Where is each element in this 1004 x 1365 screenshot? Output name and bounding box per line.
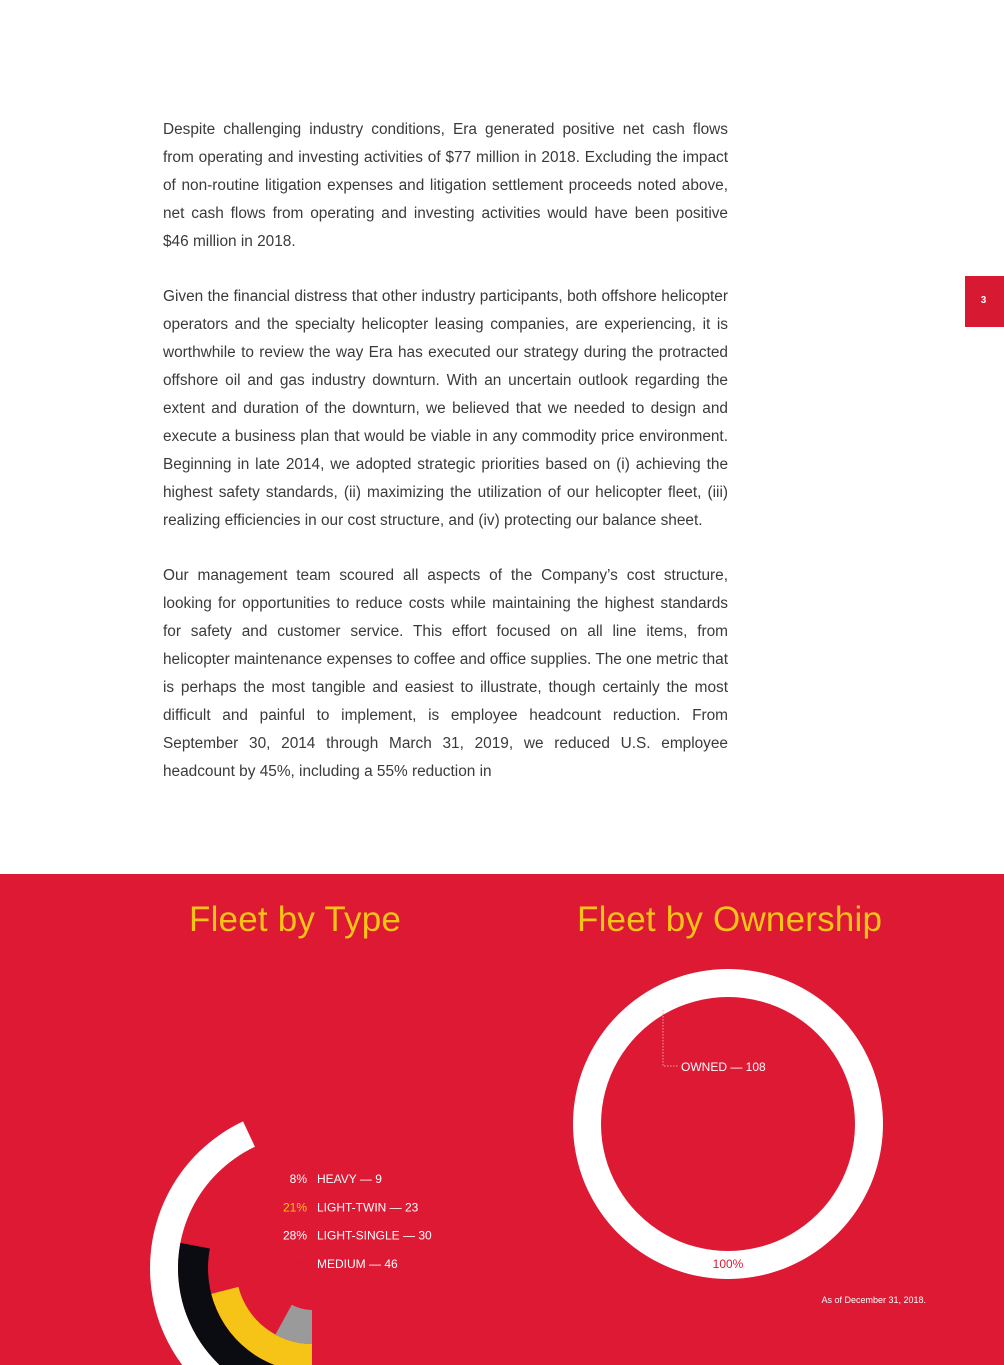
- category-label-heavy: HEAVY — 9: [317, 1172, 382, 1186]
- paragraph-strategy: Given the financial distress that other industry participants, both offshore helicopter operators and the specialty helicopter leasing companies, are experiencing, it is worthwhile to review the way Era has executed our strategy during the protracted offshore oil and gas industry downturn. With an uncertain outlook regarding the extent and duration of the downturn, we believed that we needed to design and execute a business plan that would be viable in any commodity price environment. Beginning in late 2014, we adopted strategic priorities based on (i) achieving the highest safety standards, (ii) maximizing the utilization of our helicopter fleet, (iii) realizing efficiencies in our cost structure, and (iv) protecting our balance sheet.: [163, 288, 728, 529]
- pct-label-light-twin: 21%: [282, 1200, 307, 1215]
- pct-label-owned: 100%: [712, 1257, 744, 1271]
- page-number: 3: [980, 295, 987, 306]
- pct-label-light-single: 28%: [282, 1228, 307, 1243]
- category-label-owned: OWNED — 108: [681, 1060, 766, 1074]
- paragraph-cash-flows: Despite challenging industry conditions, Era generated positive net cash flows from operating and investing activities of $77 million in 2018. Excluding the impact of non-routine litigation expenses and litigation settlement proceeds noted above, net cash flows from operating and investing activities would have been positive $46 million in 2018.: [163, 121, 728, 250]
- footnote: As of December 31, 2018.: [821, 1295, 926, 1305]
- category-label-medium: MEDIUM — 46: [317, 1256, 398, 1271]
- paragraph-cost-structure: Our management team scoured all aspects of the Company’s cost structure, looking for opportunities to reduce costs while maintaining the highest standards for safety and customer service. This effort focused on all line items, from helicopter maintenance expenses to coffee and office supplies. The one metric that is perhaps the most tangible and easiest to illustrate, though certainly the most difficult and painful to implement, is employee headcount reduction. From September 30, 2014 through March 31, 2019, we reduced U.S. employee headcount by 45%, including a 55% reduction in: [163, 567, 728, 780]
- fleet-by-type-chart: [150, 1121, 432, 1365]
- category-label-light-single: LIGHT-SINGLE — 30: [317, 1228, 432, 1243]
- leader-line: [663, 1010, 678, 1066]
- pct-label-medium: 43%: [282, 1256, 307, 1271]
- category-label-light-twin: LIGHT-TWIN — 23: [317, 1200, 419, 1215]
- fleet-by-ownership-title: Fleet by Ownership: [577, 900, 883, 939]
- pct-label-heavy: 8%: [289, 1172, 307, 1186]
- fleet-by-type-title: Fleet by Type: [189, 900, 402, 939]
- fleet-by-ownership-chart: [573, 969, 883, 1279]
- slice-owned: [573, 969, 883, 1279]
